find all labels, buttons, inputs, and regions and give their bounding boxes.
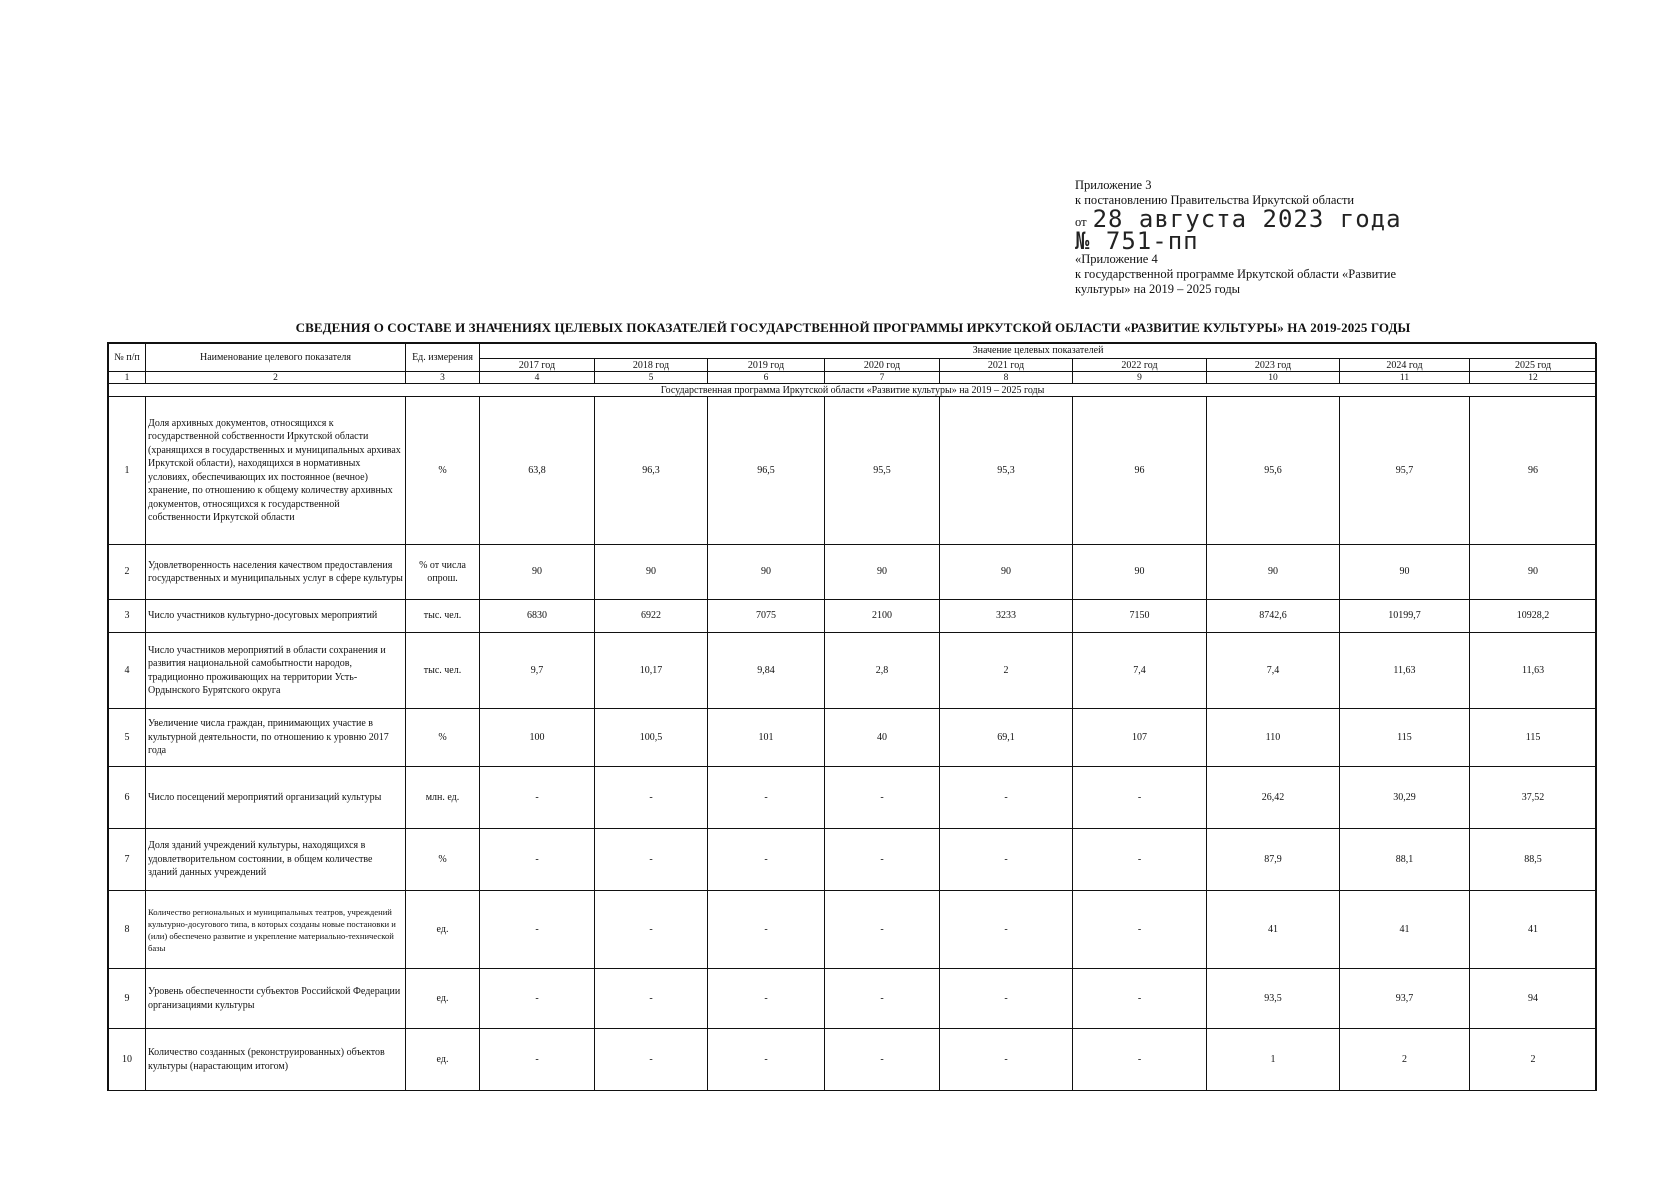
row-number: 1	[109, 397, 146, 545]
indicator-value: -	[480, 1029, 595, 1091]
indicator-value: 7150	[1073, 600, 1207, 633]
indicator-unit: % от числа опрош.	[406, 545, 480, 600]
column-number: 3	[406, 372, 480, 384]
section-row	[109, 384, 1597, 397]
indicator-name: Уровень обеспеченности субъектов Российской Федерации организациями культуры	[146, 969, 406, 1029]
indicator-value: 69,1	[940, 709, 1073, 767]
row-number: 9	[109, 969, 146, 1029]
indicator-value: -	[708, 969, 825, 1029]
section-title: Государственная программа Иркутской области «Развитие культуры» на 2019 – 2025 годы	[109, 384, 1597, 397]
appendix-number-row	[1075, 227, 1455, 255]
table-row	[109, 829, 1597, 891]
indicator-value: -	[595, 1029, 708, 1091]
indicator-value: -	[825, 829, 940, 891]
indicator-value: 93,7	[1340, 969, 1470, 1029]
column-number: 8	[940, 372, 1073, 384]
indicator-value: -	[940, 969, 1073, 1029]
row-number: 5	[109, 709, 146, 767]
indicator-value: 2,8	[825, 633, 940, 709]
header-year: 2017 год	[480, 359, 595, 372]
row-number: 8	[109, 891, 146, 969]
row-number: 6	[109, 767, 146, 829]
indicator-value: 88,1	[1340, 829, 1470, 891]
indicator-value: -	[708, 891, 825, 969]
column-numbers-row	[109, 372, 1597, 384]
indicator-value: 90	[1470, 545, 1597, 600]
appendix-line-6: к государственной программе Иркутской области «Развитие	[1075, 267, 1396, 281]
indicator-value: 10199,7	[1340, 600, 1470, 633]
indicator-value: -	[940, 767, 1073, 829]
table-row	[109, 891, 1597, 969]
row-number: 7	[109, 829, 146, 891]
appendix-block	[1075, 178, 1455, 297]
indicator-value: -	[825, 891, 940, 969]
appendix-line-5: «Приложение 4	[1075, 252, 1158, 266]
indicator-value: 96	[1073, 397, 1207, 545]
indicator-value: 110	[1207, 709, 1340, 767]
indicator-value: -	[825, 969, 940, 1029]
indicator-value: 96,5	[708, 397, 825, 545]
indicator-name: Число посещений мероприятий организаций культуры	[146, 767, 406, 829]
indicator-value: -	[825, 767, 940, 829]
indicator-value: 41	[1340, 891, 1470, 969]
indicator-unit: ед.	[406, 1029, 480, 1091]
row-number: 4	[109, 633, 146, 709]
appendix-line-1: Приложение 3	[1075, 178, 1152, 192]
indicator-value: 30,29	[1340, 767, 1470, 829]
header-row-1	[109, 344, 1597, 359]
indicator-value: -	[1073, 969, 1207, 1029]
indicator-value: 101	[708, 709, 825, 767]
indicator-unit: %	[406, 829, 480, 891]
indicator-value: 2	[940, 633, 1073, 709]
indicator-value: 10928,2	[1470, 600, 1597, 633]
indicator-value: 90	[1073, 545, 1207, 600]
indicator-value: 90	[940, 545, 1073, 600]
indicator-value: -	[708, 829, 825, 891]
indicator-value: 90	[708, 545, 825, 600]
column-number: 4	[480, 372, 595, 384]
table-row	[109, 600, 1597, 633]
table-row	[109, 1029, 1597, 1091]
indicator-value: 7,4	[1073, 633, 1207, 709]
table-row	[109, 969, 1597, 1029]
row-number: 10	[109, 1029, 146, 1091]
indicator-name: Удовлетворенность населения качеством предоставления государственных и муниципальных услуг в сфере культуры	[146, 545, 406, 600]
header-year: 2023 год	[1207, 359, 1340, 372]
indicator-value: 41	[1207, 891, 1340, 969]
indicator-value: 11,63	[1340, 633, 1470, 709]
indicator-value: -	[940, 891, 1073, 969]
indicator-value: 7,4	[1207, 633, 1340, 709]
indicator-value: 94	[1470, 969, 1597, 1029]
indicator-value: 107	[1073, 709, 1207, 767]
indicator-value: -	[480, 891, 595, 969]
indicator-value: 8742,6	[1207, 600, 1340, 633]
indicator-value: 6830	[480, 600, 595, 633]
appendix-line-2: к постановлению Правительства Иркутской области	[1075, 193, 1355, 207]
row-number: 3	[109, 600, 146, 633]
indicator-value: -	[480, 829, 595, 891]
indicator-value: -	[825, 1029, 940, 1091]
indicator-value: 3233	[940, 600, 1073, 633]
indicator-value: 115	[1340, 709, 1470, 767]
indicator-value: 7075	[708, 600, 825, 633]
header-year: 2025 год	[1470, 359, 1597, 372]
column-number: 5	[595, 372, 708, 384]
indicator-value: 41	[1470, 891, 1597, 969]
indicator-name: Доля архивных документов, относящихся к государственной собственности Иркутской области (хранящихся в государственных и муниципальных архивах Иркутской области), находящихся в нормативных условиях, обеспечивающих их постоянное (вечное) хранение, по отношению к общему количеству архивных документов, относящихся к государственной собственности Иркутской области	[146, 397, 406, 545]
header-year: 2021 год	[940, 359, 1073, 372]
header-year: 2022 год	[1073, 359, 1207, 372]
indicator-name: Увеличение числа граждан, принимающих участие в культурной деятельности, по отношению к уровню 2017 года	[146, 709, 406, 767]
indicators-table	[108, 343, 1597, 1091]
indicator-value: 87,9	[1207, 829, 1340, 891]
header-values-group: Значение целевых показателей	[480, 344, 1597, 359]
indicator-value: 90	[1340, 545, 1470, 600]
indicator-value: -	[1073, 767, 1207, 829]
indicator-value: 2	[1470, 1029, 1597, 1091]
indicator-value: -	[940, 1029, 1073, 1091]
indicator-unit: %	[406, 709, 480, 767]
indicator-value: 1	[1207, 1029, 1340, 1091]
indicator-value: -	[480, 969, 595, 1029]
indicator-value: 115	[1470, 709, 1597, 767]
indicator-value: -	[1073, 1029, 1207, 1091]
indicator-value: 2	[1340, 1029, 1470, 1091]
column-number: 1	[109, 372, 146, 384]
appendix-date: 28 августа 2023 года	[1092, 205, 1402, 233]
indicator-value: 40	[825, 709, 940, 767]
indicator-value: 96	[1470, 397, 1597, 545]
indicator-unit: тыс. чел.	[406, 633, 480, 709]
header-unit: Ед. измерения	[406, 344, 480, 372]
indicator-value: 37,52	[1470, 767, 1597, 829]
indicator-value: -	[940, 829, 1073, 891]
column-number: 9	[1073, 372, 1207, 384]
indicator-value: 63,8	[480, 397, 595, 545]
indicator-value: -	[595, 767, 708, 829]
header-year: 2019 год	[708, 359, 825, 372]
indicator-value: 10,17	[595, 633, 708, 709]
header-year: 2020 год	[825, 359, 940, 372]
table-row	[109, 397, 1597, 545]
column-number: 2	[146, 372, 406, 384]
indicator-value: 90	[1207, 545, 1340, 600]
indicator-value: -	[480, 767, 595, 829]
document-title: СВЕДЕНИЯ О СОСТАВЕ И ЗНАЧЕНИЯХ ЦЕЛЕВЫХ ПОКАЗАТЕЛЕЙ ГОСУДАРСТВЕННОЙ ПРОГРАММЫ ИРКУТСКОЙ ОБЛАСТИ «РАЗВИТИЕ КУЛЬТУРЫ» НА 2019-2025 ГОДЫ	[295, 320, 1411, 335]
indicator-value: 90	[595, 545, 708, 600]
indicator-value: -	[1073, 891, 1207, 969]
indicator-name: Количество региональных и муниципальных театров, учреждений культурно-досугового типа, в которых созданы новые постановки и (или) обеспечено развитие и укрепление материально-технической базы	[146, 891, 406, 969]
indicator-value: 96,3	[595, 397, 708, 545]
indicator-value: 93,5	[1207, 969, 1340, 1029]
indicator-value: 90	[825, 545, 940, 600]
indicator-value: 26,42	[1207, 767, 1340, 829]
indicator-value: 11,63	[1470, 633, 1597, 709]
indicator-value: 2100	[825, 600, 940, 633]
indicator-value: 88,5	[1470, 829, 1597, 891]
indicator-value: -	[595, 969, 708, 1029]
indicator-name: Количество созданных (реконструированных) объектов культуры (нарастающим итогом)	[146, 1029, 406, 1091]
table-row	[109, 709, 1597, 767]
table-row	[109, 545, 1597, 600]
indicator-value: 95,6	[1207, 397, 1340, 545]
indicator-value: 100,5	[595, 709, 708, 767]
indicator-value: -	[708, 1029, 825, 1091]
header-year: 2018 год	[595, 359, 708, 372]
indicator-value: 6922	[595, 600, 708, 633]
indicator-unit: %	[406, 397, 480, 545]
indicator-value: -	[708, 767, 825, 829]
header-num: № п/п	[109, 344, 146, 372]
table-row	[109, 633, 1597, 709]
indicator-name: Число участников культурно-досуговых мероприятий	[146, 600, 406, 633]
column-number: 6	[708, 372, 825, 384]
indicator-value: 95,3	[940, 397, 1073, 545]
indicator-value: -	[595, 829, 708, 891]
column-number: 12	[1470, 372, 1597, 384]
column-number: 11	[1340, 372, 1470, 384]
indicator-value: 100	[480, 709, 595, 767]
appendix-number: № 751-пп	[1075, 227, 1199, 255]
indicator-unit: ед.	[406, 891, 480, 969]
indicator-value: 95,7	[1340, 397, 1470, 545]
indicator-unit: тыс. чел.	[406, 600, 480, 633]
indicator-value: -	[1073, 829, 1207, 891]
indicator-unit: ед.	[406, 969, 480, 1029]
indicator-unit: млн. ед.	[406, 767, 480, 829]
date-prefix: от	[1075, 215, 1087, 229]
indicator-name: Доля зданий учреждений культуры, находящихся в удовлетворительном состоянии, в общем количестве зданий данных учреждений	[146, 829, 406, 891]
table-row	[109, 767, 1597, 829]
column-number: 10	[1207, 372, 1340, 384]
indicator-value: 95,5	[825, 397, 940, 545]
row-number: 2	[109, 545, 146, 600]
appendix-line-7: культуры» на 2019 – 2025 годы	[1075, 282, 1241, 296]
indicator-value: 9,7	[480, 633, 595, 709]
indicator-value: 90	[480, 545, 595, 600]
indicator-name: Число участников мероприятий в области сохранения и развития национальной самобытности народов, традиционно проживающих на территории Усть-Ордынского Бурятского округа	[146, 633, 406, 709]
column-number: 7	[825, 372, 940, 384]
header-name: Наименование целевого показателя	[146, 344, 406, 372]
indicator-value: 9,84	[708, 633, 825, 709]
header-year: 2024 год	[1340, 359, 1470, 372]
indicator-value: -	[595, 891, 708, 969]
